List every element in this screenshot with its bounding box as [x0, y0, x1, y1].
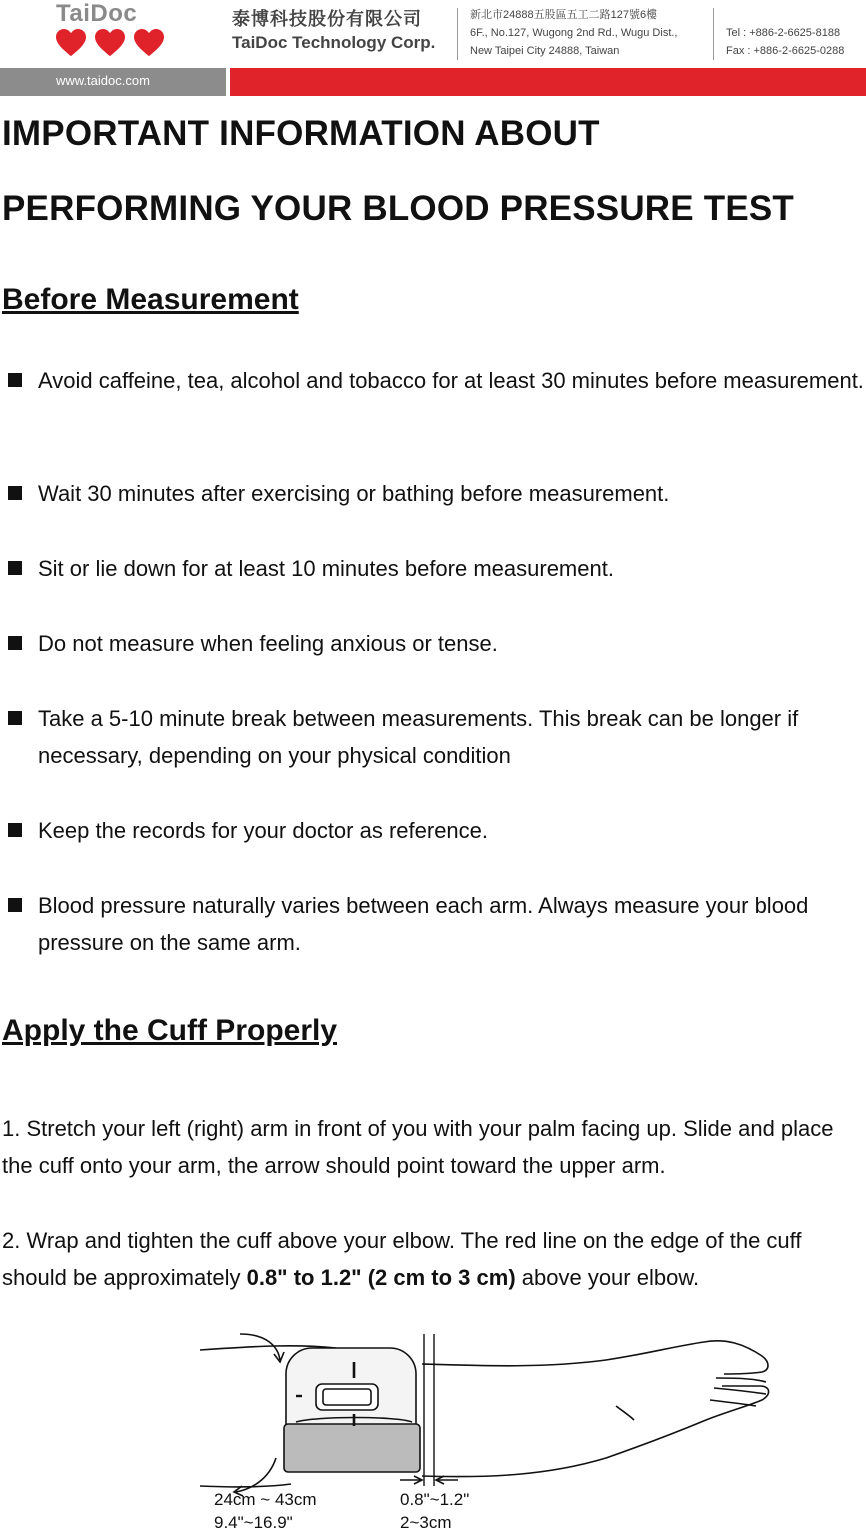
instruction-step-2: [2, 1222, 866, 1296]
logo-text: TaiDoc: [56, 0, 138, 27]
square-bullet-icon: [8, 898, 22, 912]
square-bullet-icon: [8, 636, 22, 650]
company-name-english: TaiDoc Technology Corp.: [232, 33, 436, 52]
circumference-inch-label: 9.4"~16.9": [214, 1513, 293, 1531]
section-heading-before-measurement: Before Measurement: [2, 283, 299, 316]
list-item: Do not measure when feeling anxious or tense.: [38, 631, 498, 656]
list-item: Avoid caffeine, tea, alcohol and tobacco for at least 30 minutes before measurement.: [38, 368, 864, 393]
instruction-step-1: 1. Stretch your left (right) arm in front of you with your palm facing up. Slide and place the cuff onto your arm, the arrow should point toward the upper arm.: [2, 1116, 834, 1178]
address-line-3: New Taipei City 24888, Taiwan: [470, 45, 620, 57]
website-link[interactable]: www.taidoc.com: [56, 73, 150, 88]
list-item: Keep the records for your doctor as reference.: [38, 818, 489, 843]
list-item: Take a 5-10 minute break between measurements. This break can be longer if necessary, depending on your physical condition: [38, 706, 799, 768]
document-title-line-2: PERFORMING YOUR BLOOD PRESSURE TEST: [2, 189, 794, 228]
company-name-chinese: 泰博科技股份有限公司: [232, 9, 422, 29]
square-bullet-icon: [8, 561, 22, 575]
forearm-outline: [422, 1386, 769, 1477]
upper-arm-outline: [200, 1484, 291, 1487]
heart-icon: [56, 28, 86, 58]
fax: Fax : +886-2-6625-0288: [726, 45, 845, 57]
section-heading-apply-cuff: Apply the Cuff Properly: [2, 1014, 338, 1047]
step-2-text-end: above your elbow.: [515, 1265, 700, 1290]
list-item: Blood pressure naturally varies between each arm. Always measure your blood pressure on the same arm.: [38, 893, 809, 955]
header-divider: [457, 8, 458, 60]
cuff-display-window: [316, 1384, 378, 1410]
address-line-2: 6F., No.127, Wugong 2nd Rd., Wugu Dist.,: [470, 27, 678, 39]
heart-icon: [95, 28, 125, 58]
square-bullet-icon: [8, 486, 22, 500]
document-title-line-1: IMPORTANT INFORMATION ABOUT: [2, 114, 600, 153]
logo-hearts: [56, 28, 164, 58]
step-2-distance: 0.8" to 1.2" (2 cm to 3 cm): [246, 1265, 516, 1290]
square-bullet-icon: [8, 373, 22, 387]
distance-inch-label: 0.8"~1.2": [400, 1490, 470, 1509]
list-item: Wait 30 minutes after exercising or bathing before measurement.: [38, 481, 670, 506]
heart-icon: [134, 28, 164, 58]
forearm-outline: [422, 1341, 768, 1374]
distance-cm-label: 2~3cm: [400, 1513, 452, 1531]
circumference-cm-label: 24cm ~ 43cm: [214, 1490, 317, 1509]
header-divider: [713, 8, 714, 60]
brand-red-bar: [230, 68, 866, 96]
cuff-placement-illustration: [196, 1326, 776, 1531]
cuff-lower-band: [284, 1424, 420, 1472]
address-line-1: 新北市24888五股區五工二路127號6樓: [470, 9, 658, 21]
letterhead: [0, 0, 866, 96]
telephone: Tel : +886-2-6625-8188: [726, 27, 841, 39]
step-2-text: 2. Wrap and tighten the cuff above your elbow. The red line on the edge of the cuff should be approximately: [2, 1228, 802, 1290]
list-item: Sit or lie down for at least 10 minutes before measurement.: [38, 556, 614, 581]
square-bullet-icon: [8, 823, 22, 837]
square-bullet-icon: [8, 711, 22, 725]
